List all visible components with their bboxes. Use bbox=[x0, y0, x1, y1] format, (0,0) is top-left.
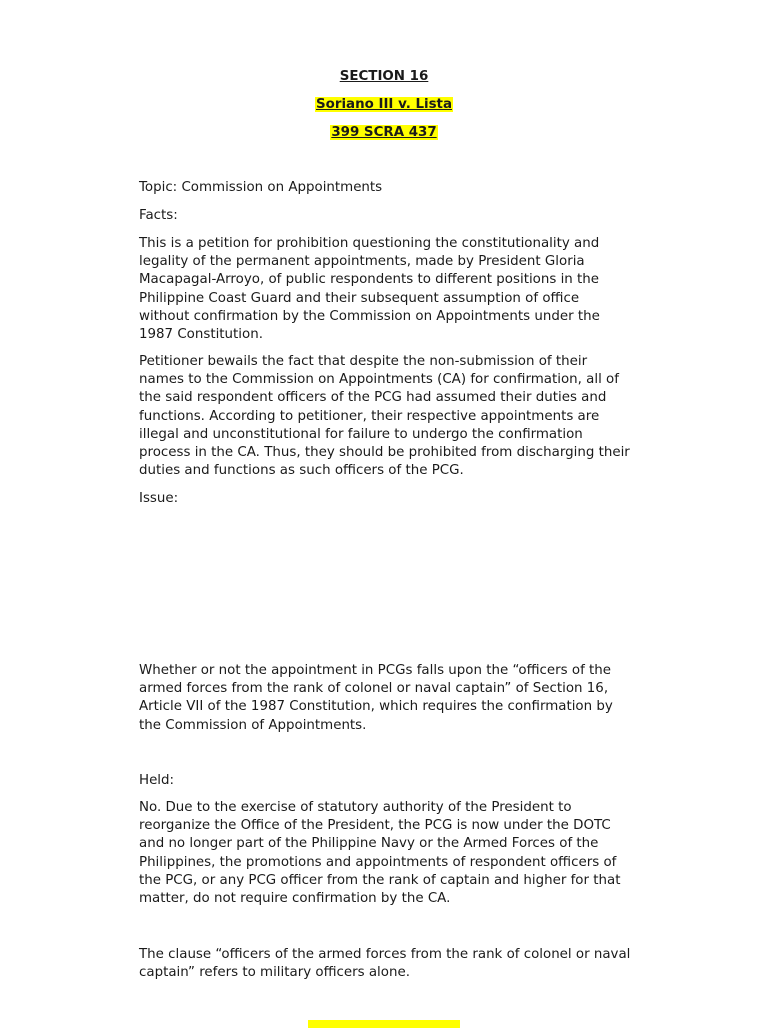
held-paragraph-1: No. Due to the exercise of statutory authority of the President to reorganize the Office of the President, the PCG is now under the DOTC and no longer part of the Philippine Navy or the Armed Forces of the Philippines, the promotions and appointments of respondent officers of the PCG, or any PCG officer from the rank of captain and higher for that matter, do not require confirmation by the CA. bbox=[139, 800, 621, 907]
case-citation: 399 SCRA 437 bbox=[331, 125, 437, 140]
case-title: Soriano III v. Lista bbox=[316, 97, 452, 112]
facts-paragraph-2: Petitioner bewails the fact that despite the non-submission of their names to the Commission on Appointments (CA) for confirmation, all of the said respondent officers of the PCG had assumed their duties and functions. According to petitioner, their respective appointments are illegal and unconstitutional for failure to undergo the confirmation process in the CA. Thus, they should be prohibited from discharging their duties and functions as such officers of the PCG. bbox=[139, 354, 630, 479]
held-label: Held: bbox=[139, 773, 175, 788]
held-paragraph-2: The clause “officers of the armed forces from the rank of colonel or naval captain” refers to military officers alone. bbox=[139, 947, 631, 981]
next-heading-highlight bbox=[308, 1020, 460, 1028]
case-title-heading bbox=[0, 96, 768, 114]
issue-label: Issue: bbox=[139, 491, 179, 506]
topic-line: Topic: Commission on Appointments bbox=[139, 180, 383, 195]
facts-paragraph-1: This is a petition for prohibition questioning the constitutionality and legality of the permanent appointments, made by President Gloria Macapagal-Arroyo, of public respondents to different positions in the Philippine Coast Guard and their subsequent assumption of office without confirmation by the Commission on Appointments under the 1987 Constitution. bbox=[139, 236, 600, 343]
section-heading bbox=[0, 68, 768, 86]
section-title: SECTION 16 bbox=[339, 69, 429, 84]
facts-label: Facts: bbox=[139, 208, 178, 223]
citation-heading bbox=[0, 124, 768, 142]
issue-paragraph: Whether or not the appointment in PCGs falls upon the “officers of the armed forces from the rank of colonel or naval captain” of Section 16, Article VII of the 1987 Constitution, which requires the confirmation by the Commission of Appointments. bbox=[139, 663, 613, 733]
